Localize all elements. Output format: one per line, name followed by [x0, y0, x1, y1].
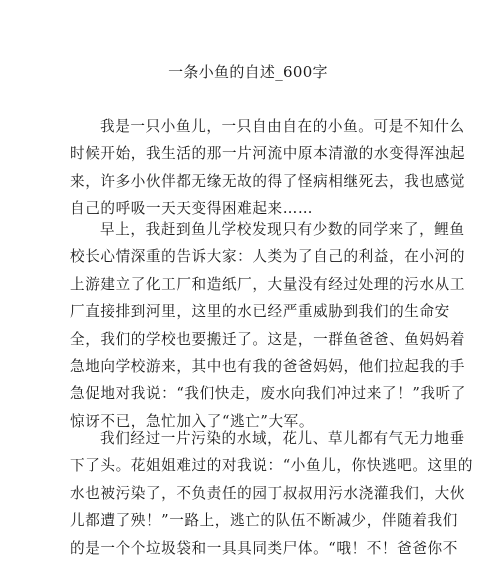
paragraph-line: 全，我们的学校也要搬迁了。这是，一群鱼爸爸、鱼妈妈着 [70, 330, 466, 348]
paragraph-line: 校长心情深重的告诉大家：人类为了自己的利益，在小河的 [70, 248, 466, 266]
paragraph-line: 来，许多小伙伴都无缘无故的得了怪病相继死去，我也感觉 [70, 172, 466, 190]
paragraph-line: 厂直接排到河里，这里的水已经严重威胁到我们的生命安 [70, 303, 450, 321]
paragraph-line: 自己的呼吸一天天变得困难起来…… [70, 200, 314, 218]
paragraph-line: 我们经过一片污染的水域，花儿、草儿都有气无力地垂 [100, 430, 465, 447]
paragraph-1 [70, 113, 466, 223]
paragraph-line: 水也被污染了，不负责任的园丁叔叔用污水浇灌我们，大伙 [70, 484, 466, 502]
paragraph-line: 急促地对我说：“我们快走，废水向我们冲过来了！”我听了 [70, 385, 466, 403]
paragraph-line: 时候开始，我生活的那一片河流中原本清澈的水变得浑浊起 [70, 145, 466, 163]
paragraph-line: 儿都遭了殃！”一路上，逃亡的队伍不断减少，伴随着我们 [70, 512, 458, 530]
paragraph-line: 惊讶不已，急忙加入了“逃亡”大军。 [70, 412, 315, 430]
paragraph-line: 下了头。花姐姐难过的对我说：“小鱼儿，你快逃吧。这里的 [70, 457, 474, 475]
paragraph-line: 上游建立了化工厂和造纸厂，大量没有经过处理的污水从工 [70, 275, 466, 293]
paragraph-line: 的是一个个垃圾袋和一具具同类尸体。“哦！不！爸爸你不 [70, 539, 458, 557]
paragraph-line: 早上，我赶到鱼儿学校发现只有少数的同学来了，鲤鱼 [100, 221, 465, 238]
paragraph-2 [70, 216, 466, 435]
paragraph-line: 我是一只小鱼儿，一只自由自在的小鱼。可是不知什么 [100, 118, 465, 135]
paragraph-line: 急地向学校游来，其中也有我的爸爸妈妈，他们拉起我的手 [70, 357, 466, 375]
paragraph-3 [70, 425, 474, 561]
document-title: 一条小鱼的自述_600字 [168, 63, 328, 81]
